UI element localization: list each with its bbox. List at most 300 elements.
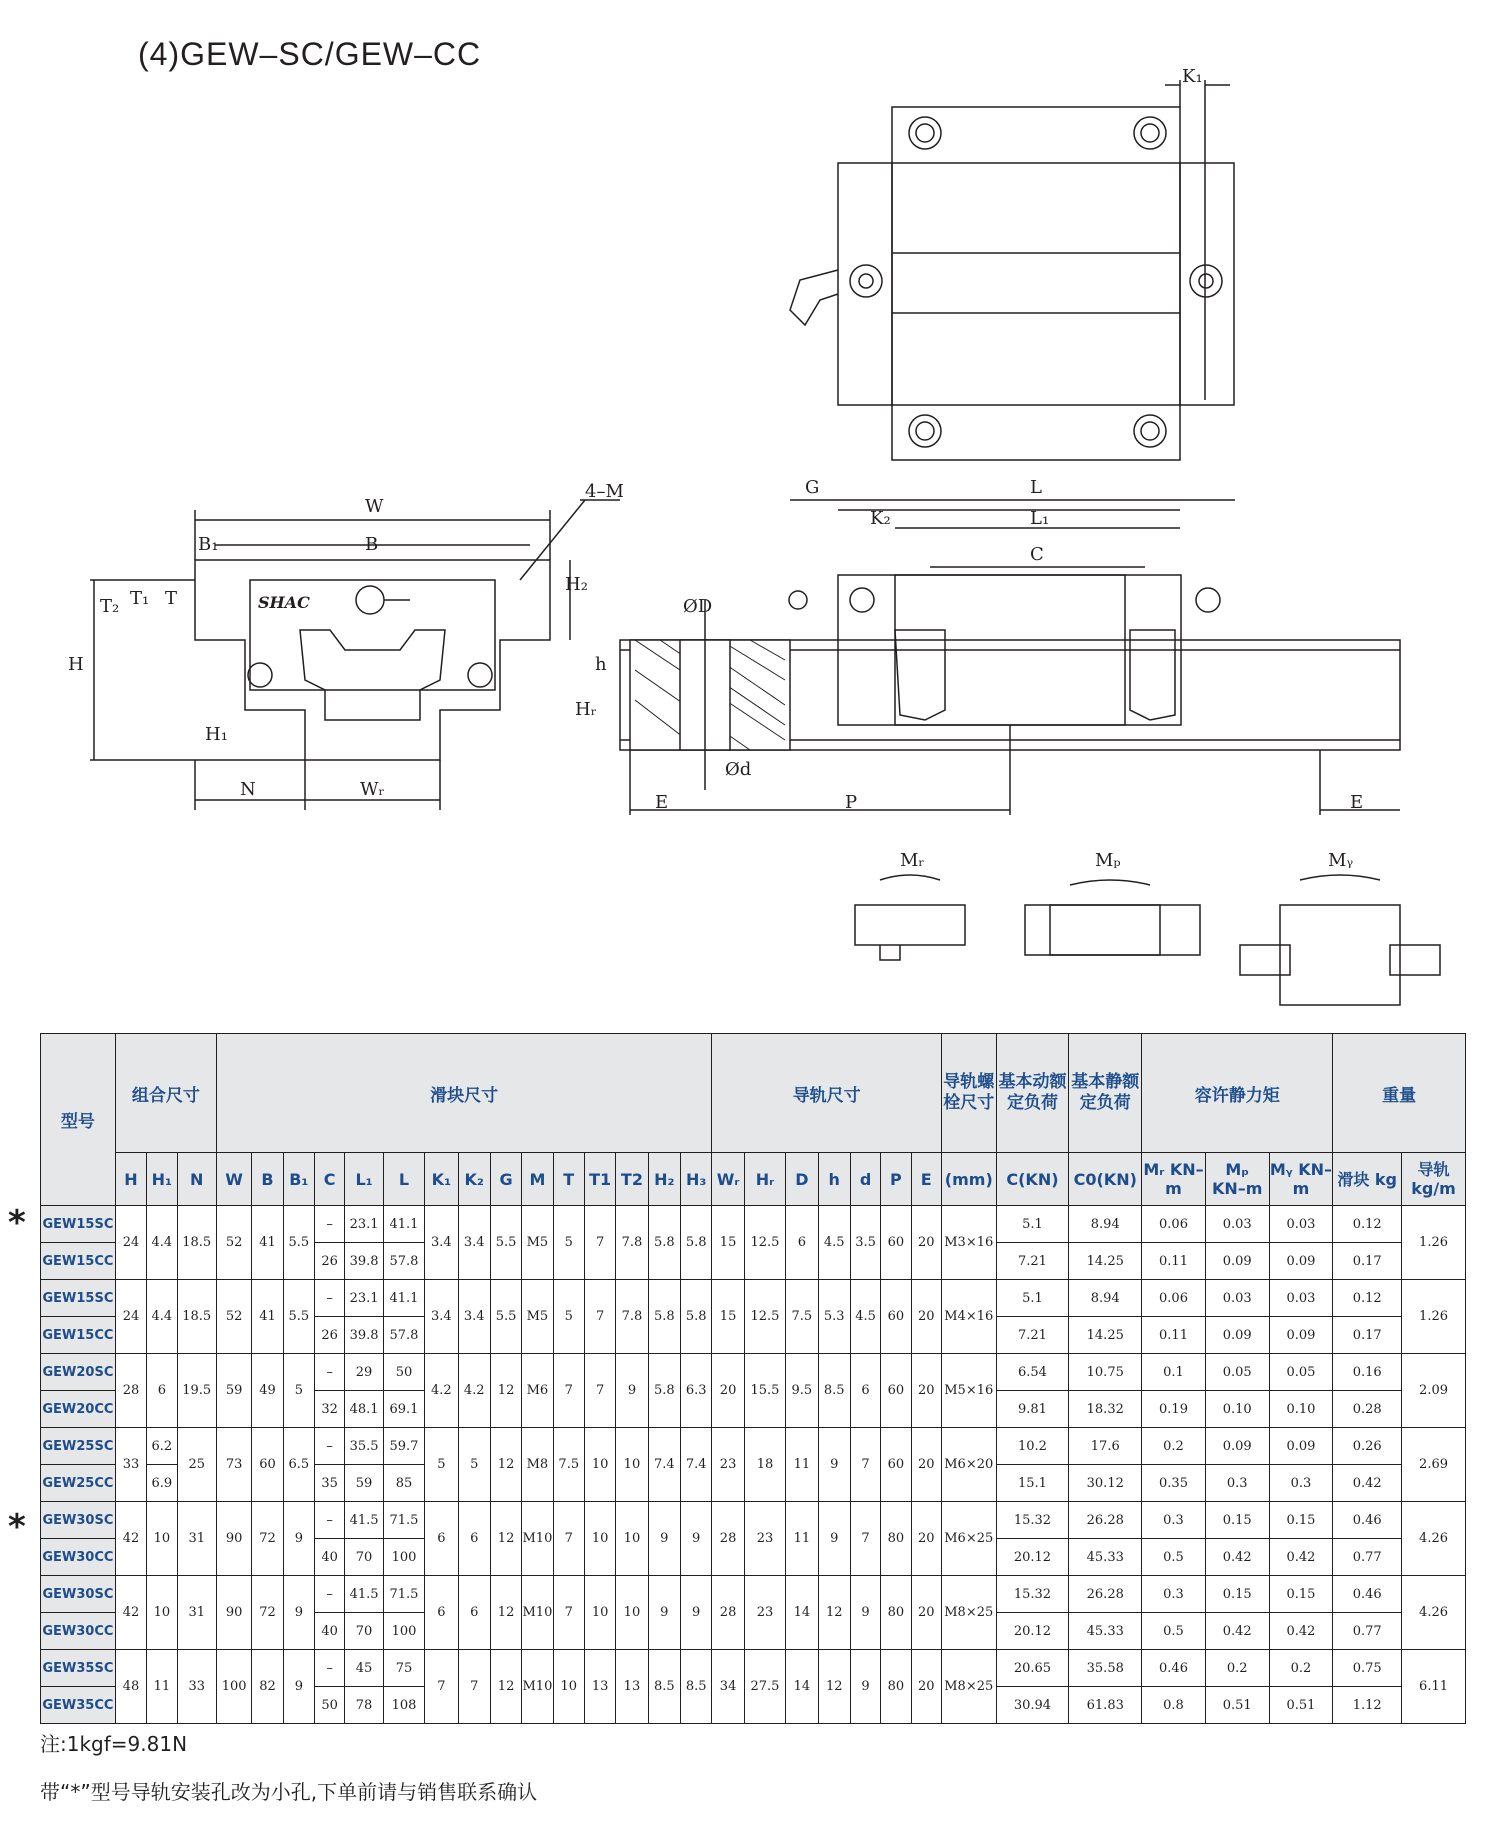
cell-mp: 0.03 (1205, 1206, 1269, 1243)
label-wr: Wᵣ (360, 779, 385, 800)
cell-rail-weight: 2.69 (1402, 1428, 1466, 1502)
cell-kg: 0.12 (1333, 1206, 1402, 1243)
cell-t: 10 (553, 1650, 584, 1724)
label-phi-d-large: ØD (683, 596, 713, 617)
cell-w: 52 (216, 1206, 251, 1280)
cell-hr: 12.5 (744, 1206, 785, 1280)
subheader-ckn: C(KN) (996, 1153, 1069, 1206)
cell-mp: 0.15 (1205, 1502, 1269, 1539)
cell-dyn: 5.1 (996, 1280, 1069, 1317)
label-mp: Mₚ (1095, 850, 1121, 871)
cell-bolt: M6×25 (941, 1502, 996, 1576)
cell-l1: 45 (345, 1650, 383, 1687)
cell-h2: 7.4 (648, 1428, 680, 1502)
cell-w: 59 (216, 1354, 251, 1428)
cell-c: 26 (315, 1317, 345, 1354)
cell-mp: 0.03 (1205, 1280, 1269, 1317)
cell-mp: 0.42 (1205, 1613, 1269, 1650)
cell-c: – (315, 1502, 345, 1539)
cell-g: 12 (490, 1502, 521, 1576)
cell-g: 12 (490, 1650, 521, 1724)
shac-logo: SHAC (258, 593, 310, 612)
cell-hr: 15.5 (744, 1354, 785, 1428)
cell-t1: 7 (584, 1206, 615, 1280)
cell-m: M10 (522, 1650, 553, 1724)
label-c: C (1030, 544, 1044, 565)
subheader-c0kn: C0(KN) (1069, 1153, 1142, 1206)
table-row (41, 1650, 1466, 1687)
cell-wr: 28 (712, 1502, 744, 1576)
cell-dyn: 5.1 (996, 1206, 1069, 1243)
cell-m: M10 (522, 1502, 553, 1576)
front-view (90, 500, 620, 810)
cell-kg: 0.77 (1333, 1539, 1402, 1576)
cell-t1: 7 (584, 1280, 615, 1354)
cell-h: 5.3 (818, 1280, 850, 1354)
label-l: L (1030, 477, 1042, 498)
cell-kg: 0.46 (1333, 1576, 1402, 1613)
model-cell: GEW30CC (41, 1539, 116, 1576)
cell-e: 20 (911, 1650, 941, 1724)
cell-t1: 10 (584, 1576, 615, 1650)
cell-h1: 10 (147, 1502, 177, 1576)
cell-h1: 4.4 (147, 1280, 177, 1354)
star-marker: * (8, 1203, 26, 1243)
cell-rail-weight: 4.26 (1402, 1576, 1466, 1650)
cell-kg: 0.26 (1333, 1428, 1402, 1465)
cell-d: 11 (786, 1502, 818, 1576)
cell-b1: 5.5 (283, 1280, 314, 1354)
cell-wr: 28 (712, 1576, 744, 1650)
subheader-h: h (818, 1153, 850, 1206)
cell-n: 33 (177, 1650, 216, 1724)
cell-n: 25 (177, 1428, 216, 1502)
cell-mr: 0.06 (1142, 1206, 1206, 1243)
cell-mp: 0.10 (1205, 1391, 1269, 1428)
cell-k2: 6 (458, 1576, 490, 1650)
cell-c: – (315, 1206, 345, 1243)
page-title: (4)GEW–SC/GEW–CC (138, 36, 482, 72)
cell-my: 0.51 (1269, 1687, 1333, 1724)
cell-hr: 27.5 (744, 1650, 785, 1724)
model-cell: GEW30CC (41, 1613, 116, 1650)
subheader-m: M (522, 1153, 553, 1206)
cell-h: 24 (115, 1280, 146, 1354)
cell-rail-weight: 4.26 (1402, 1502, 1466, 1576)
cell-t: 7 (553, 1354, 584, 1428)
model-cell: GEW15CC (41, 1317, 116, 1354)
cell-l: 69.1 (383, 1391, 424, 1428)
cell-bolt: M6×20 (941, 1428, 996, 1502)
subheader-d: d (850, 1153, 880, 1206)
cell-k2: 5 (458, 1428, 490, 1502)
cell-my: 0.3 (1269, 1465, 1333, 1502)
subheader-l1: L₁ (345, 1153, 383, 1206)
label-p: P (845, 792, 858, 813)
subheader-t1: T1 (584, 1153, 615, 1206)
header-weight: 重量 (1333, 1034, 1466, 1153)
cell-sta: 35.58 (1069, 1650, 1142, 1687)
cell-c: 35 (315, 1465, 345, 1502)
cell-d: 9.5 (786, 1354, 818, 1428)
cell-l1: 39.8 (345, 1317, 383, 1354)
cell-h: 48 (115, 1650, 146, 1724)
cell-b: 41 (252, 1280, 283, 1354)
cell-l1: 41.5 (345, 1502, 383, 1539)
cell-my: 0.42 (1269, 1613, 1333, 1650)
cell-k1: 3.4 (425, 1280, 458, 1354)
cell-bolt: M4×16 (941, 1280, 996, 1354)
subheader-hr: Hᵣ (744, 1153, 785, 1206)
cell-mp: 0.05 (1205, 1354, 1269, 1391)
cell-wr: 23 (712, 1428, 744, 1502)
cell-b1: 5.5 (283, 1206, 314, 1280)
cell-h2: 8.5 (648, 1650, 680, 1724)
cell-wr: 15 (712, 1280, 744, 1354)
model-cell: GEW15SC (41, 1206, 116, 1243)
cell-mp: 0.15 (1205, 1576, 1269, 1613)
cell-t1: 13 (584, 1650, 615, 1724)
cell-e: 20 (911, 1206, 941, 1280)
cell-l: 57.8 (383, 1243, 424, 1280)
moment-icons (855, 875, 1440, 1005)
cell-kg: 0.17 (1333, 1317, 1402, 1354)
cell-h1: 6 (147, 1354, 177, 1428)
cell-t2: 9 (616, 1354, 648, 1428)
cell-my: 0.10 (1269, 1391, 1333, 1428)
cell-h3: 7.4 (680, 1428, 711, 1502)
cell-h: 42 (115, 1502, 146, 1576)
cell-k1: 7 (425, 1650, 458, 1724)
cell-my: 0.42 (1269, 1539, 1333, 1576)
cell-k2: 3.4 (458, 1206, 490, 1280)
subheader-mp: Mₚ KN–m (1205, 1153, 1269, 1206)
cell-h1: 4.4 (147, 1206, 177, 1280)
cell-g: 12 (490, 1576, 521, 1650)
subheader-h2: H₂ (648, 1153, 680, 1206)
cell-dyn: 20.12 (996, 1613, 1069, 1650)
cell-k1: 4.2 (425, 1354, 458, 1428)
cell-h: 8.5 (818, 1354, 850, 1428)
cell-hr: 18 (744, 1428, 785, 1502)
cell-sta: 26.28 (1069, 1576, 1142, 1613)
label-4m: 4–M (585, 481, 624, 502)
cell-t: 7 (553, 1502, 584, 1576)
label-h1: H₁ (205, 724, 228, 745)
label-h: H (68, 654, 84, 675)
cell-b: 60 (252, 1428, 283, 1502)
subheader-t: T (553, 1153, 584, 1206)
cell-n: 18.5 (177, 1280, 216, 1354)
cell-kg: 0.28 (1333, 1391, 1402, 1428)
cell-l: 57.8 (383, 1317, 424, 1354)
cell-dyn: 20.12 (996, 1539, 1069, 1576)
cell-d: 9 (850, 1650, 880, 1724)
cell-my: 0.09 (1269, 1243, 1333, 1280)
cell-h3: 9 (680, 1502, 711, 1576)
model-cell: GEW35CC (41, 1687, 116, 1724)
cell-b: 82 (252, 1650, 283, 1724)
header-moment: 容许静力矩 (1142, 1034, 1333, 1153)
cell-mp: 0.3 (1205, 1465, 1269, 1502)
subheader-e: E (911, 1153, 941, 1206)
cell-d: 4.5 (850, 1280, 880, 1354)
cell-mr: 0.3 (1142, 1502, 1206, 1539)
cell-e: 20 (911, 1280, 941, 1354)
cell-l: 71.5 (383, 1576, 424, 1613)
cell-h: 28 (115, 1354, 146, 1428)
cell-p: 60 (881, 1354, 911, 1428)
cell-l: 100 (383, 1539, 424, 1576)
cell-hr: 23 (744, 1576, 785, 1650)
cell-my: 0.03 (1269, 1206, 1333, 1243)
subheader-mm: (mm) (941, 1153, 996, 1206)
subheader-block_kg: 滑块 kg (1333, 1153, 1402, 1206)
cell-sta: 45.33 (1069, 1613, 1142, 1650)
cell-k2: 4.2 (458, 1354, 490, 1428)
subheader-c: C (315, 1153, 345, 1206)
cell-l: 41.1 (383, 1206, 424, 1243)
cell-h2: 9 (648, 1502, 680, 1576)
cell-sta: 18.32 (1069, 1391, 1142, 1428)
cell-d: 11 (786, 1428, 818, 1502)
cell-bolt: M3×16 (941, 1206, 996, 1280)
cell-mr: 0.2 (1142, 1428, 1206, 1465)
cell-h3: 8.5 (680, 1650, 711, 1724)
cell-l1: 70 (345, 1539, 383, 1576)
cell-e: 20 (911, 1502, 941, 1576)
cell-sta: 45.33 (1069, 1539, 1142, 1576)
cell-sta: 14.25 (1069, 1317, 1142, 1354)
cell-d: 14 (786, 1650, 818, 1724)
cell-n: 18.5 (177, 1206, 216, 1280)
cell-w: 100 (216, 1650, 251, 1724)
label-b1: B₁ (198, 534, 219, 555)
cell-t: 5 (553, 1206, 584, 1280)
subheader-b1: B₁ (283, 1153, 314, 1206)
model-cell: GEW15SC (41, 1280, 116, 1317)
cell-l: 50 (383, 1354, 424, 1391)
cell-t: 7.5 (553, 1428, 584, 1502)
cell-h1: 6.9 (147, 1465, 177, 1502)
cell-c: 50 (315, 1687, 345, 1724)
cell-kg: 1.12 (1333, 1687, 1402, 1724)
cell-dyn: 20.65 (996, 1650, 1069, 1687)
cell-t1: 7 (584, 1354, 615, 1428)
cell-b: 72 (252, 1502, 283, 1576)
cell-k2: 6 (458, 1502, 490, 1576)
cell-g: 5.5 (490, 1206, 521, 1280)
cell-d: 3.5 (850, 1206, 880, 1280)
cell-m: M8 (522, 1428, 553, 1502)
cell-h: 33 (115, 1428, 146, 1502)
cell-k2: 7 (458, 1650, 490, 1724)
cell-n: 31 (177, 1502, 216, 1576)
cell-kg: 0.17 (1333, 1243, 1402, 1280)
cell-sta: 26.28 (1069, 1502, 1142, 1539)
cell-n: 31 (177, 1576, 216, 1650)
cell-h3: 9 (680, 1576, 711, 1650)
label-t1: T₁ (130, 588, 150, 609)
table-row (41, 1576, 1466, 1613)
cell-bolt: M5×16 (941, 1354, 996, 1428)
subheader-rail_kgm: 导轨 kg/m (1402, 1153, 1466, 1206)
cell-dyn: 30.94 (996, 1687, 1069, 1724)
cell-p: 80 (881, 1650, 911, 1724)
cell-dyn: 15.32 (996, 1502, 1069, 1539)
cell-p: 80 (881, 1502, 911, 1576)
subheader-my: Mᵧ KN–m (1269, 1153, 1333, 1206)
cell-t2: 10 (616, 1576, 648, 1650)
header-assembly: 组合尺寸 (115, 1034, 216, 1153)
cell-h2: 5.8 (648, 1206, 680, 1280)
header-model: 型号 (41, 1034, 116, 1206)
cell-t: 5 (553, 1280, 584, 1354)
cell-bolt: M8×25 (941, 1576, 996, 1650)
header-bolt: 导轨螺栓尺寸 (941, 1034, 996, 1153)
cell-sta: 61.83 (1069, 1687, 1142, 1724)
cell-m: M5 (522, 1280, 553, 1354)
subheader-h3: H₃ (680, 1153, 711, 1206)
table-row (41, 1428, 1466, 1465)
cell-l: 71.5 (383, 1502, 424, 1539)
cell-mp: 0.09 (1205, 1243, 1269, 1280)
subheader-mr: Mᵣ KN–m (1142, 1153, 1206, 1206)
cell-dyn: 15.1 (996, 1465, 1069, 1502)
top-view-block (790, 80, 1234, 460)
cell-l1: 23.1 (345, 1280, 383, 1317)
subheader-p: P (881, 1153, 911, 1206)
cell-h2: 5.8 (648, 1280, 680, 1354)
cell-h1: 10 (147, 1576, 177, 1650)
model-cell: GEW30SC (41, 1502, 116, 1539)
cell-my: 0.15 (1269, 1502, 1333, 1539)
table-row (41, 1502, 1466, 1539)
model-cell: GEW25SC (41, 1428, 116, 1465)
cell-h: 24 (115, 1206, 146, 1280)
subheader-n: N (177, 1153, 216, 1206)
cell-rail-weight: 2.09 (1402, 1354, 1466, 1428)
cell-m: M6 (522, 1354, 553, 1428)
cell-t2: 13 (616, 1650, 648, 1724)
cell-e: 20 (911, 1576, 941, 1650)
cell-c: – (315, 1354, 345, 1391)
cell-n: 19.5 (177, 1354, 216, 1428)
subheader-b: B (252, 1153, 283, 1206)
cell-w: 90 (216, 1502, 251, 1576)
cell-sta: 17.6 (1069, 1428, 1142, 1465)
label-phi-d-small: Ød (725, 759, 752, 780)
label-h2: H₂ (565, 574, 588, 595)
cell-dyn: 7.21 (996, 1317, 1069, 1354)
cell-sta: 30.12 (1069, 1465, 1142, 1502)
table-row (41, 1280, 1466, 1317)
cell-mr: 0.3 (1142, 1576, 1206, 1613)
cell-p: 60 (881, 1206, 911, 1280)
cell-d: 7 (850, 1502, 880, 1576)
cell-g: 12 (490, 1428, 521, 1502)
cell-t2: 7.8 (616, 1206, 648, 1280)
cell-mp: 0.2 (1205, 1650, 1269, 1687)
cell-mr: 0.8 (1142, 1687, 1206, 1724)
cell-mp: 0.09 (1205, 1317, 1269, 1354)
cell-l1: 35.5 (345, 1428, 383, 1465)
cell-sta: 10.75 (1069, 1354, 1142, 1391)
label-t2: T₂ (100, 596, 120, 617)
cell-rail-weight: 1.26 (1402, 1280, 1466, 1354)
cell-h3: 6.3 (680, 1354, 711, 1428)
cell-mp: 0.09 (1205, 1428, 1269, 1465)
spec-table (40, 1033, 1466, 1724)
cell-mr: 0.06 (1142, 1280, 1206, 1317)
cell-l: 41.1 (383, 1280, 424, 1317)
subheader-t2: T2 (616, 1153, 648, 1206)
cell-my: 0.09 (1269, 1317, 1333, 1354)
cell-c: 32 (315, 1391, 345, 1428)
cell-l1: 39.8 (345, 1243, 383, 1280)
cell-w: 73 (216, 1428, 251, 1502)
table-row (41, 1354, 1466, 1391)
cell-mr: 0.35 (1142, 1465, 1206, 1502)
cell-hr: 12.5 (744, 1280, 785, 1354)
note-star: 带“*”型号导轨安装孔改为小孔,下单前请与销售联系确认 (40, 1780, 538, 1804)
subheader-h1: H₁ (147, 1153, 177, 1206)
cell-kg: 0.12 (1333, 1280, 1402, 1317)
cell-p: 60 (881, 1428, 911, 1502)
cell-t1: 10 (584, 1502, 615, 1576)
cell-t2: 10 (616, 1428, 648, 1502)
cell-l: 85 (383, 1465, 424, 1502)
cell-t1: 10 (584, 1428, 615, 1502)
cell-e: 20 (911, 1354, 941, 1428)
cell-g: 12 (490, 1354, 521, 1428)
star-marker: * (8, 1507, 26, 1547)
cell-mr: 0.5 (1142, 1613, 1206, 1650)
cell-b1: 6.5 (283, 1428, 314, 1502)
cell-l: 100 (383, 1613, 424, 1650)
cell-l: 108 (383, 1687, 424, 1724)
cell-h: 4.5 (818, 1206, 850, 1280)
cell-b: 72 (252, 1576, 283, 1650)
cell-wr: 34 (712, 1650, 744, 1724)
cell-w: 52 (216, 1280, 251, 1354)
label-mr: Mᵣ (900, 850, 925, 871)
cell-mp: 0.42 (1205, 1539, 1269, 1576)
cell-t: 7 (553, 1576, 584, 1650)
cell-b1: 9 (283, 1502, 314, 1576)
cell-my: 0.09 (1269, 1428, 1333, 1465)
cell-k1: 3.4 (425, 1206, 458, 1280)
cell-c: – (315, 1650, 345, 1687)
cell-wr: 15 (712, 1206, 744, 1280)
cell-l1: 29 (345, 1354, 383, 1391)
cell-c: 40 (315, 1613, 345, 1650)
cell-b: 49 (252, 1354, 283, 1428)
cell-sta: 14.25 (1069, 1243, 1142, 1280)
cell-bolt: M8×25 (941, 1650, 996, 1724)
subheader-h: H (115, 1153, 146, 1206)
label-n: N (240, 779, 256, 800)
cell-rail-weight: 1.26 (1402, 1206, 1466, 1280)
cell-l1: 48.1 (345, 1391, 383, 1428)
cell-l1: 70 (345, 1613, 383, 1650)
cell-dyn: 10.2 (996, 1428, 1069, 1465)
cell-wr: 20 (712, 1354, 744, 1428)
cell-l1: 78 (345, 1687, 383, 1724)
cell-sta: 8.94 (1069, 1206, 1142, 1243)
cell-mr: 0.19 (1142, 1391, 1206, 1428)
cell-my: 0.2 (1269, 1650, 1333, 1687)
